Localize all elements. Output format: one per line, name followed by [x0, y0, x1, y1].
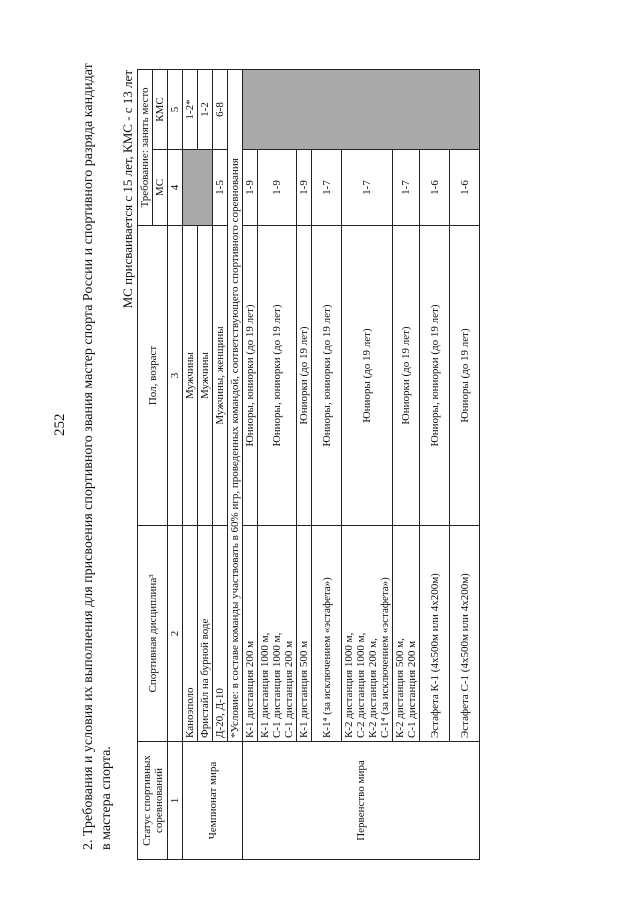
- col-number: 4: [168, 150, 183, 226]
- header-kms: КМС: [153, 70, 168, 150]
- discipline-cell: К-2 дистанция 1000 м, С-2 дистанция 1000 м, К-2 дистанция 200 м, С-1⁴ (за исключением «эстафета»): [342, 526, 393, 742]
- discipline-cell: К-1 дистанция 200 м: [243, 526, 258, 742]
- discipline-cell: К-1 дистанция 1000 м, С-1 дистанция 1000 м, С-1 дистанция 200 м: [258, 526, 297, 742]
- col-number: 1: [168, 742, 183, 860]
- col-number: 2: [168, 526, 183, 742]
- gender-cell: Мужчины: [183, 226, 198, 526]
- discipline-cell: Д-20, Д-10: [213, 526, 228, 742]
- ms-cell-shaded: [183, 150, 213, 226]
- discipline-cell: Каноэполо: [183, 526, 198, 742]
- col-number: 3: [168, 226, 183, 526]
- gender-cell: Юниоры (до 19 лет): [450, 226, 480, 526]
- ms-cell: 1-7: [342, 150, 393, 226]
- gender-cell: Юниоры, юниорки (до 19 лет): [243, 226, 258, 526]
- kms-cell: 1-2*: [183, 70, 198, 150]
- col-number: 5: [168, 70, 183, 150]
- gender-cell: Юниоры, юниорки (до 19 лет): [258, 226, 297, 526]
- discipline-cell: Эстафета К-1 (4х500м или 4х200м): [420, 526, 450, 742]
- kms-cell: 6-8: [213, 70, 228, 150]
- ms-cell: 1-9: [243, 150, 258, 226]
- condition-note: *Условие: в составе команды участвовать в 60% игр, проведенных командой, соответствующего спортивного соревнования: [228, 70, 243, 742]
- gender-cell: Юниорки (до 19 лет): [297, 226, 312, 526]
- gender-cell: Юниоры, юниорки (до 19 лет): [420, 226, 450, 526]
- discipline-cell: К-1⁴ (за исключением «эстафета»): [312, 526, 342, 742]
- ms-cell: 1-5: [213, 150, 228, 226]
- gender-cell: Юниоры, юниорки (до 19 лет): [312, 226, 342, 526]
- page-number: 252: [52, 413, 68, 436]
- requirements-table: [137, 69, 480, 860]
- gender-cell: Мужчины: [198, 226, 213, 526]
- ms-cell: 1-9: [258, 150, 297, 226]
- header-ms: МС: [153, 150, 168, 226]
- ms-cell: 1-6: [420, 150, 450, 226]
- header-status: Статус спортивных соревнований: [138, 742, 168, 860]
- section-heading: 2. Требования и условия их выполнения для присвоения спортивного звания мастер спорта России и спортивного разряда кандидат в мастера спорта.: [81, 63, 114, 850]
- kms-cell: 1-2: [198, 70, 213, 150]
- gender-cell: Мужчины, женщины: [213, 226, 228, 526]
- ms-cell: 1-9: [297, 150, 312, 226]
- document-body: [80, 30, 580, 860]
- discipline-cell: Фристайл на бурной воде: [198, 526, 213, 742]
- ms-cell: 1-7: [312, 150, 342, 226]
- ms-cell: 1-7: [393, 150, 420, 226]
- kms-cell-shaded: [243, 70, 480, 150]
- header-gender-age: Пол, возраст: [138, 226, 168, 526]
- header-discipline: Спортивная дисциплина³: [138, 526, 168, 742]
- header-requirement: Требование: занять место: [138, 70, 153, 226]
- status-cell: Первенство мира: [243, 742, 480, 860]
- gender-cell: Юниоры (до 19 лет): [342, 226, 393, 526]
- discipline-cell: К-2 дистанция 500 м, С-1 дистанция 200 м: [393, 526, 420, 742]
- ms-cell: 1-6: [450, 150, 480, 226]
- discipline-cell: К-1 дистанция 500 м: [297, 526, 312, 742]
- assignment-age-note: МС присваивается с 15 лет, КМС - с 13 лет: [120, 70, 135, 309]
- gender-cell: Юниорки (до 19 лет): [393, 226, 420, 526]
- status-cell: Чемпионат мира: [183, 742, 243, 860]
- discipline-cell: Эстафета С-1 (4х500м или 4х200м): [450, 526, 480, 742]
